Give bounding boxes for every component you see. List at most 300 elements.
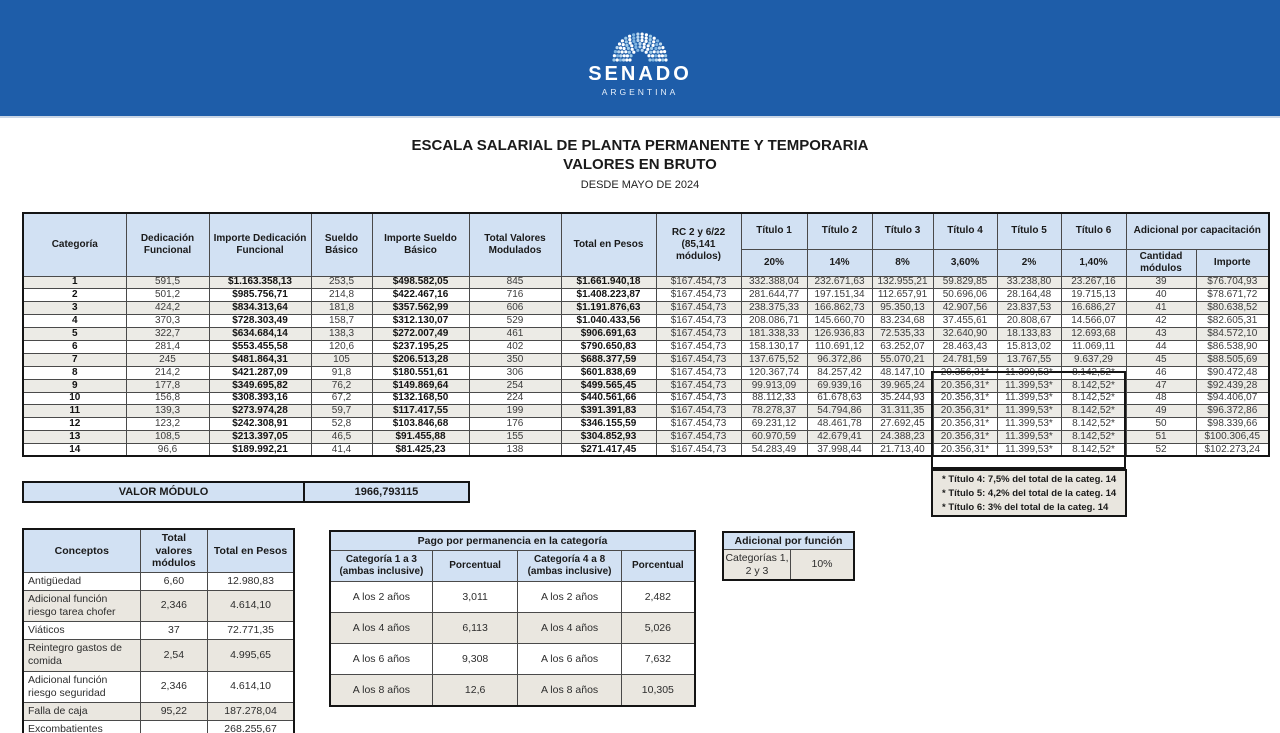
table-cell: Antigüedad — [23, 572, 140, 590]
conceptos-table-body — [23, 572, 294, 733]
col-header-importe-dedicacion: Importe Dedicación Funcional — [209, 213, 311, 276]
table-cell: 8.142,52* — [1061, 366, 1126, 379]
logo-title: SENADO — [588, 63, 692, 85]
table-cell: 126.936,83 — [807, 328, 872, 341]
table-cell: Excombatientes — [23, 720, 140, 733]
table-cell: 47 — [1126, 379, 1196, 392]
table-cell: 158,7 — [311, 315, 372, 328]
table-cell: 370,3 — [126, 315, 209, 328]
table-cell: 8 — [23, 366, 126, 379]
table-cell: 52 — [1126, 444, 1196, 457]
table-cell: 45 — [1126, 353, 1196, 366]
table-cell: 9.637,29 — [1061, 353, 1126, 366]
table-cell: 8.142,52* — [1061, 444, 1126, 457]
table-cell: 138,3 — [311, 328, 372, 341]
conceptos-table — [22, 528, 295, 733]
table-cell: 35.244,93 — [872, 392, 933, 405]
table-cell: 60.970,59 — [741, 431, 807, 444]
table-cell: 50.696,06 — [933, 289, 997, 302]
logo-subtitle: ARGENTINA — [601, 87, 679, 97]
table-cell: 2,346 — [140, 671, 208, 702]
table-cell: 49 — [1126, 405, 1196, 418]
table-cell: 138 — [469, 444, 561, 457]
table-cell: 31.311,35 — [872, 405, 933, 418]
table-cell: 40 — [1126, 289, 1196, 302]
table-cell: $213.397,05 — [209, 431, 311, 444]
table-cell: $499.565,45 — [561, 379, 656, 392]
table-cell: 2 — [23, 289, 126, 302]
table-cell: 4.995,65 — [208, 640, 294, 671]
table-cell: Adicional función riesgo seguridad — [23, 671, 140, 702]
footnote-titulo-6: * Título 6: 3% del total de la categ. 14 — [942, 502, 1109, 513]
table-cell: 54.283,49 — [741, 444, 807, 457]
permanencia-table — [329, 530, 696, 707]
table-cell: 95,22 — [140, 702, 208, 720]
table-cell: 4 — [23, 315, 126, 328]
table-cell: 461 — [469, 328, 561, 341]
col-header-cantidad-modulos: Cantidad módulos — [1126, 249, 1196, 276]
table-cell: 11.399,53* — [997, 444, 1061, 457]
table-cell: 1 — [23, 276, 126, 289]
table-cell: 8.142,52* — [1061, 392, 1126, 405]
page-subtitle: VALORES EN BRUTO — [563, 156, 717, 173]
permanencia-table-body — [330, 582, 695, 707]
table-cell: $167.454,73 — [656, 444, 741, 457]
table-cell: 7 — [23, 353, 126, 366]
table-cell: 12.693,68 — [1061, 328, 1126, 341]
table-cell: 48.461,78 — [807, 418, 872, 431]
table-cell: 48.147,10 — [872, 366, 933, 379]
table-cell: 37.998,44 — [807, 444, 872, 457]
table-cell: $273.974,28 — [209, 405, 311, 418]
table-cell: 51 — [1126, 431, 1196, 444]
table-cell: 20.356,31* — [933, 431, 997, 444]
table-cell: 99.913,09 — [741, 379, 807, 392]
table-cell: 177,8 — [126, 379, 209, 392]
table-cell: $103.846,68 — [372, 418, 469, 431]
table-row — [23, 720, 294, 733]
table-cell: $167.454,73 — [656, 302, 741, 315]
table-cell: 606 — [469, 302, 561, 315]
table-cell: $481.864,31 — [209, 353, 311, 366]
table-cell: 176 — [469, 418, 561, 431]
table-cell: 23.267,16 — [1061, 276, 1126, 289]
table-cell — [140, 720, 208, 733]
table-row — [23, 671, 294, 702]
table-cell: $91.455,88 — [372, 431, 469, 444]
table-row — [23, 572, 294, 590]
table-cell: 156,8 — [126, 392, 209, 405]
table-cell: $688.377,59 — [561, 353, 656, 366]
table-cell: 15.813,02 — [997, 340, 1061, 353]
table-cell: 11.399,53* — [997, 431, 1061, 444]
table-cell: 20.356,31* — [933, 418, 997, 431]
table-cell: $167.454,73 — [656, 289, 741, 302]
table-cell: 42.907,56 — [933, 302, 997, 315]
table-cell: 402 — [469, 340, 561, 353]
table-cell: $391.391,83 — [561, 405, 656, 418]
table-cell: $906.691,63 — [561, 328, 656, 341]
table-cell: 95.350,13 — [872, 302, 933, 315]
table-row — [330, 613, 695, 644]
table-cell: $78.671,72 — [1196, 289, 1269, 302]
table-cell: $167.454,73 — [656, 353, 741, 366]
table-cell: $84.572,10 — [1196, 328, 1269, 341]
table-cell: $117.417,55 — [372, 405, 469, 418]
table-cell: 120.367,74 — [741, 366, 807, 379]
col-header-titulo-1: Título 1 — [741, 213, 807, 249]
valor-modulo-row — [22, 481, 470, 503]
table-cell: 46,5 — [311, 431, 372, 444]
conceptos-header: Conceptos — [23, 529, 140, 572]
table-cell: 18.133,83 — [997, 328, 1061, 341]
col-header-titulo-5: Título 5 — [997, 213, 1061, 249]
table-cell: $189.992,21 — [209, 444, 311, 457]
table-row — [23, 328, 1269, 341]
table-cell: 48 — [1126, 392, 1196, 405]
col-header-titulo-4: Título 4 — [933, 213, 997, 249]
permanencia-title: Pago por permanencia en la categoría — [330, 531, 695, 551]
table-cell: 139,3 — [126, 405, 209, 418]
table-cell: $985.756,71 — [209, 289, 311, 302]
table-cell: $308.393,16 — [209, 392, 311, 405]
col-header-dedicacion-funcional: Dedicación Funcional — [126, 213, 209, 276]
table-cell: 166.862,73 — [807, 302, 872, 315]
col-header-total-valores-modulados: Total Valores Modulados — [469, 213, 561, 276]
table-cell: 67,2 — [311, 392, 372, 405]
table-cell: 11 — [23, 405, 126, 418]
table-cell: 137.675,52 — [741, 353, 807, 366]
table-cell: 4.614,10 — [208, 671, 294, 702]
table-row — [23, 392, 1269, 405]
table-cell: 501,2 — [126, 289, 209, 302]
titulo-4-pct: 3,60% — [933, 249, 997, 276]
table-cell: 8.142,52* — [1061, 379, 1126, 392]
table-cell: A los 8 años — [518, 675, 621, 707]
table-cell: 96,6 — [126, 444, 209, 457]
col-header-titulo-3: Título 3 — [872, 213, 933, 249]
table-cell: 332.388,04 — [741, 276, 807, 289]
document-title-block — [0, 136, 1280, 191]
table-row — [23, 366, 1269, 379]
table-cell: $98.339,66 — [1196, 418, 1269, 431]
footnote-titulo-4: * Título 4: 7,5% del total de la categ. 14 — [942, 474, 1117, 485]
table-cell: 78.278,37 — [741, 405, 807, 418]
table-cell: 6,113 — [432, 613, 518, 644]
table-cell: $92.439,28 — [1196, 379, 1269, 392]
table-cell: 52,8 — [311, 418, 372, 431]
table-cell: 105 — [311, 353, 372, 366]
table-cell: $82.605,31 — [1196, 315, 1269, 328]
table-cell: 69.231,12 — [741, 418, 807, 431]
table-cell: $634.684,14 — [209, 328, 311, 341]
table-cell: 32.640,90 — [933, 328, 997, 341]
table-cell: 11.399,53* — [997, 405, 1061, 418]
table-row — [23, 702, 294, 720]
table-row — [23, 622, 294, 640]
table-cell: 20.356,31* — [933, 366, 997, 379]
table-row — [23, 315, 1269, 328]
table-cell: 2,482 — [621, 582, 695, 613]
table-cell: 37.455,61 — [933, 315, 997, 328]
table-cell: 214,2 — [126, 366, 209, 379]
table-cell: 91,8 — [311, 366, 372, 379]
table-row — [23, 353, 1269, 366]
table-cell: $132.168,50 — [372, 392, 469, 405]
senado-dome-logo-icon — [602, 12, 678, 62]
table-cell: 24.781,59 — [933, 353, 997, 366]
table-cell: 158.130,17 — [741, 340, 807, 353]
table-cell: $94.406,07 — [1196, 392, 1269, 405]
adicional-funcion-table — [722, 531, 855, 581]
valor-modulo-label: VALOR MÓDULO — [24, 483, 305, 501]
table-cell: 424,2 — [126, 302, 209, 315]
table-row — [23, 340, 1269, 353]
salary-table-header — [23, 213, 1269, 276]
table-cell: $498.582,05 — [372, 276, 469, 289]
table-cell: 120,6 — [311, 340, 372, 353]
table-cell: $1.408.223,87 — [561, 289, 656, 302]
table-cell: 9,308 — [432, 644, 518, 675]
table-cell: 3,011 — [432, 582, 518, 613]
table-cell: 187.278,04 — [208, 702, 294, 720]
table-cell: $440.561,66 — [561, 392, 656, 405]
table-cell: 268.255,67 — [208, 720, 294, 733]
table-cell: $271.417,45 — [561, 444, 656, 457]
table-cell: 13 — [23, 431, 126, 444]
col-header-titulo-6: Título 6 — [1061, 213, 1126, 249]
table-cell: 23.837,53 — [997, 302, 1061, 315]
table-row — [23, 276, 1269, 289]
table-cell: 72.771,35 — [208, 622, 294, 640]
table-cell: $167.454,73 — [656, 328, 741, 341]
table-cell: 42.679,41 — [807, 431, 872, 444]
table-cell: $421.287,09 — [209, 366, 311, 379]
col-header-rc: RC 2 y 6/22 (85,141 módulos) — [656, 213, 741, 276]
table-cell: 63.252,07 — [872, 340, 933, 353]
table-cell: $167.454,73 — [656, 315, 741, 328]
valor-modulo-value: 1966,793115 — [305, 483, 468, 501]
table-cell: $272.007,49 — [372, 328, 469, 341]
table-cell: 181.338,33 — [741, 328, 807, 341]
table-cell: $237.195,25 — [372, 340, 469, 353]
table-row — [23, 590, 294, 621]
table-cell: 59,7 — [311, 405, 372, 418]
table-cell: $553.455,58 — [209, 340, 311, 353]
table-cell: 3 — [23, 302, 126, 315]
table-cell: $96.372,86 — [1196, 405, 1269, 418]
funcion-categorias-cell: Categorías 1, 2 y 3 — [723, 550, 791, 581]
table-cell: $167.454,73 — [656, 379, 741, 392]
table-cell: 41 — [1126, 302, 1196, 315]
table-cell: A los 8 años — [330, 675, 432, 707]
table-cell: $790.650,83 — [561, 340, 656, 353]
table-cell: 5,026 — [621, 613, 695, 644]
table-cell: $167.454,73 — [656, 366, 741, 379]
table-cell: $357.562,99 — [372, 302, 469, 315]
table-cell: $1.040.433,56 — [561, 315, 656, 328]
table-cell: $86.538,90 — [1196, 340, 1269, 353]
table-cell: $80.638,52 — [1196, 302, 1269, 315]
table-cell: $81.425,23 — [372, 444, 469, 457]
col-header-total-pesos: Total en Pesos — [561, 213, 656, 276]
table-cell: 591,5 — [126, 276, 209, 289]
page-title: ESCALA SALARIAL DE PLANTA PERMANENTE Y TEMPORARIA — [411, 137, 869, 154]
table-row — [23, 640, 294, 671]
table-cell: 145.660,70 — [807, 315, 872, 328]
table-cell: 12.980,83 — [208, 572, 294, 590]
table-cell: 199 — [469, 405, 561, 418]
table-cell: 28.164,48 — [997, 289, 1061, 302]
table-cell: $834.313,64 — [209, 302, 311, 315]
table-cell: $167.454,73 — [656, 405, 741, 418]
col-header-importe-sueldo: Importe Sueldo Básico — [372, 213, 469, 276]
table-cell: $76.704,93 — [1196, 276, 1269, 289]
col-header-titulo-2: Título 2 — [807, 213, 872, 249]
titulo-2-pct: 14% — [807, 249, 872, 276]
titulo-1-pct: 20% — [741, 249, 807, 276]
table-cell: A los 2 años — [518, 582, 621, 613]
table-cell: $90.472,48 — [1196, 366, 1269, 379]
table-cell: $349.695,82 — [209, 379, 311, 392]
table-row — [23, 405, 1269, 418]
table-cell: 20.356,31* — [933, 444, 997, 457]
table-cell: 14 — [23, 444, 126, 457]
table-cell: $728.303,49 — [209, 315, 311, 328]
table-cell: 20.356,31* — [933, 405, 997, 418]
table-cell: 16.686,27 — [1061, 302, 1126, 315]
table-cell: 33.238,80 — [997, 276, 1061, 289]
table-cell: $304.852,93 — [561, 431, 656, 444]
table-cell: 83.234,68 — [872, 315, 933, 328]
categoria-4a8-header: Categoría 4 a 8 (ambas inclusive) — [518, 551, 621, 582]
table-cell: 224 — [469, 392, 561, 405]
col-header-categoria: Categoría — [23, 213, 126, 276]
table-cell: $102.273,24 — [1196, 444, 1269, 457]
table-cell: $180.551,61 — [372, 366, 469, 379]
categoria-1a3-header: Categoría 1 a 3 (ambas inclusive) — [330, 551, 432, 582]
table-cell: 54.794,86 — [807, 405, 872, 418]
porcentual-2-header: Porcentual — [621, 551, 695, 582]
table-cell: $422.467,16 — [372, 289, 469, 302]
table-cell: 254 — [469, 379, 561, 392]
table-row — [23, 379, 1269, 392]
table-cell: 28.463,43 — [933, 340, 997, 353]
table-row — [723, 550, 854, 581]
table-cell: A los 2 años — [330, 582, 432, 613]
table-row — [23, 431, 1269, 444]
table-cell: $167.454,73 — [656, 418, 741, 431]
total-en-pesos-header: Total en Pesos — [208, 529, 294, 572]
table-cell: 39 — [1126, 276, 1196, 289]
table-cell: 112.657,91 — [872, 289, 933, 302]
table-cell: 132.955,21 — [872, 276, 933, 289]
table-cell: 96.372,86 — [807, 353, 872, 366]
table-row — [23, 302, 1269, 315]
table-cell: 10 — [23, 392, 126, 405]
table-cell: $167.454,73 — [656, 431, 741, 444]
table-cell: 245 — [126, 353, 209, 366]
table-cell: 46 — [1126, 366, 1196, 379]
table-cell: 20.356,31* — [933, 392, 997, 405]
table-cell: 322,7 — [126, 328, 209, 341]
table-cell: Viáticos — [23, 622, 140, 640]
table-cell: 72.535,33 — [872, 328, 933, 341]
table-cell: 12 — [23, 418, 126, 431]
table-cell: 59.829,85 — [933, 276, 997, 289]
col-header-sueldo-basico: Sueldo Básico — [311, 213, 372, 276]
table-cell: $601.838,69 — [561, 366, 656, 379]
table-cell: 155 — [469, 431, 561, 444]
table-cell: $1.163.358,13 — [209, 276, 311, 289]
table-cell: 20.356,31* — [933, 379, 997, 392]
table-cell: 55.070,21 — [872, 353, 933, 366]
table-cell: 39.965,24 — [872, 379, 933, 392]
table-cell: 4.614,10 — [208, 590, 294, 621]
titulo-5-pct: 2% — [997, 249, 1061, 276]
table-cell: 281.644,77 — [741, 289, 807, 302]
table-cell: 6,60 — [140, 572, 208, 590]
table-cell: $206.513,28 — [372, 353, 469, 366]
table-row — [330, 582, 695, 613]
salary-table-body — [23, 276, 1269, 456]
table-cell: 84.257,42 — [807, 366, 872, 379]
table-row — [23, 418, 1269, 431]
table-cell: A los 4 años — [518, 613, 621, 644]
table-cell: 110.691,12 — [807, 340, 872, 353]
table-cell: $1.191.876,63 — [561, 302, 656, 315]
table-cell: A los 4 años — [330, 613, 432, 644]
table-cell: 41,4 — [311, 444, 372, 457]
table-cell: 108,5 — [126, 431, 209, 444]
table-row — [23, 444, 1269, 457]
table-row — [23, 289, 1269, 302]
table-cell: 37 — [140, 622, 208, 640]
table-cell: 529 — [469, 315, 561, 328]
salary-scale-table — [22, 212, 1270, 457]
table-cell: 43 — [1126, 328, 1196, 341]
table-cell: Falla de caja — [23, 702, 140, 720]
table-cell: 50 — [1126, 418, 1196, 431]
table-cell: 19.715,13 — [1061, 289, 1126, 302]
table-cell: 8.142,52* — [1061, 418, 1126, 431]
table-cell: 69.939,16 — [807, 379, 872, 392]
table-cell: 123,2 — [126, 418, 209, 431]
table-cell: 88.112,33 — [741, 392, 807, 405]
table-cell: 181,8 — [311, 302, 372, 315]
table-cell: 10,305 — [621, 675, 695, 707]
table-cell: 281,4 — [126, 340, 209, 353]
table-cell: 716 — [469, 289, 561, 302]
table-cell: $167.454,73 — [656, 340, 741, 353]
table-cell: $167.454,73 — [656, 392, 741, 405]
table-cell: 9 — [23, 379, 126, 392]
table-cell: 2,54 — [140, 640, 208, 671]
table-cell: $346.155,59 — [561, 418, 656, 431]
col-header-adicional-capacitacion: Adicional por capacitación — [1126, 213, 1269, 249]
table-cell: 21.713,40 — [872, 444, 933, 457]
table-cell: 13.767,55 — [997, 353, 1061, 366]
table-cell: A los 6 años — [330, 644, 432, 675]
table-cell: $149.869,64 — [372, 379, 469, 392]
col-header-importe-capacitacion: Importe — [1196, 249, 1269, 276]
funcion-title: Adicional por función — [723, 532, 854, 550]
table-cell: 11.399,53* — [997, 418, 1061, 431]
table-cell: $242.308,91 — [209, 418, 311, 431]
table-cell: Reintegro gastos de comida — [23, 640, 140, 671]
titulo-footnotes-box — [931, 469, 1127, 517]
table-cell: 14.566,07 — [1061, 315, 1126, 328]
